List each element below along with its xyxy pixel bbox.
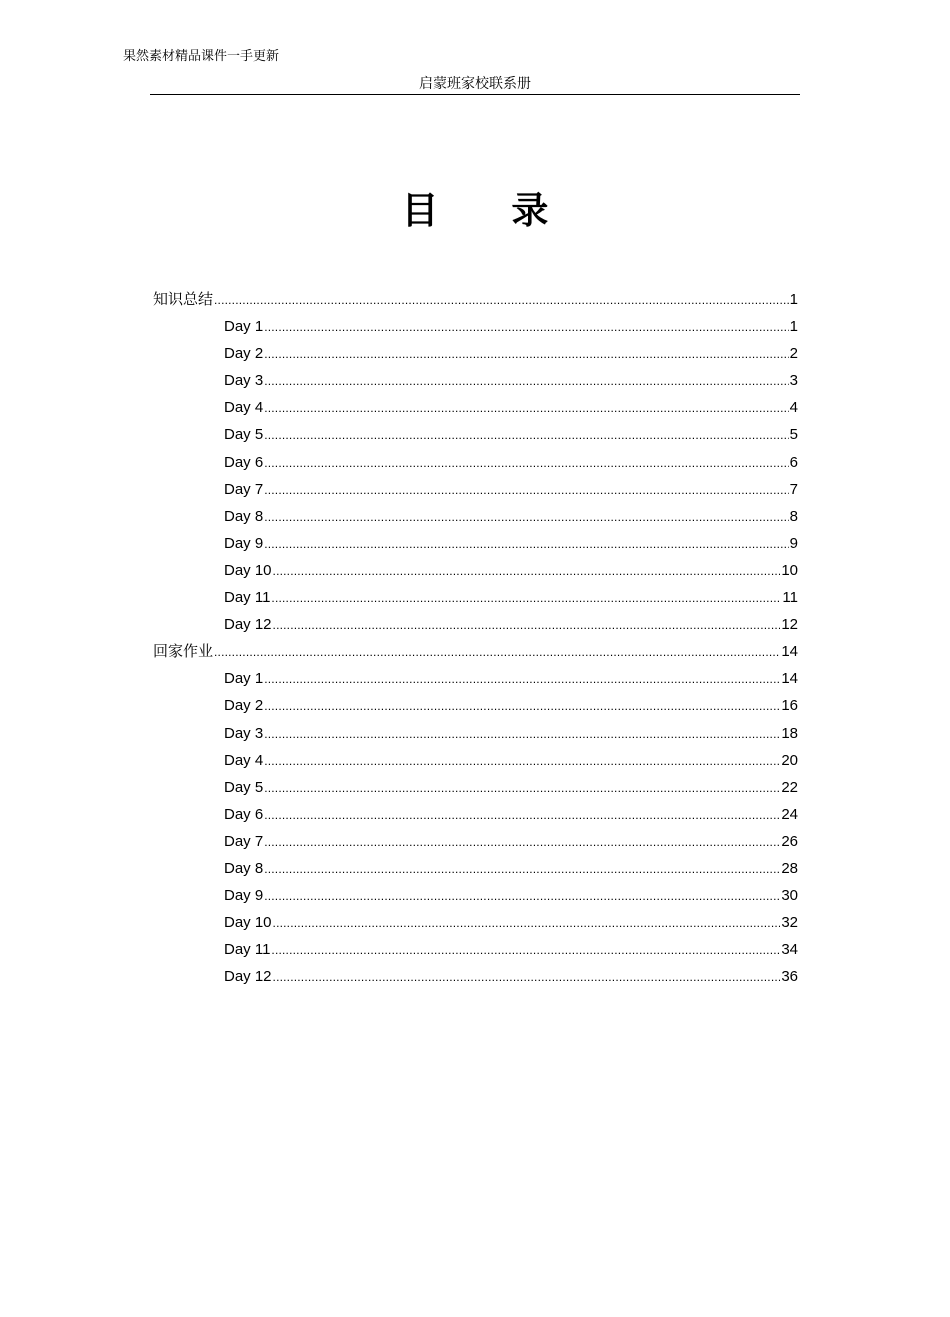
toc-page-number: 2 bbox=[789, 345, 798, 363]
toc-item-label: Day 2 bbox=[224, 697, 264, 715]
toc-item-entry[interactable] bbox=[153, 313, 798, 340]
toc-item-label: Day 7 bbox=[224, 832, 264, 850]
toc-item-entry[interactable] bbox=[153, 882, 798, 909]
toc-dot-leader bbox=[264, 693, 780, 720]
toc-item-entry[interactable] bbox=[153, 774, 798, 801]
toc-item-label: Day 1 bbox=[224, 318, 264, 336]
watermark-text: 果然素材精品课件一手更新 bbox=[123, 49, 280, 64]
toc-page-number: 36 bbox=[781, 968, 798, 986]
toc-section-entry[interactable] bbox=[153, 286, 798, 313]
toc-item-entry[interactable] bbox=[153, 557, 798, 584]
toc-section-label: 知识总结 bbox=[153, 290, 214, 308]
toc-page-number: 10 bbox=[781, 561, 798, 579]
toc-page-number: 30 bbox=[781, 887, 798, 905]
toc-dot-leader bbox=[264, 504, 788, 531]
toc-item-label: Day 3 bbox=[224, 372, 264, 390]
toc-page-number: 11 bbox=[782, 589, 798, 607]
toc-dot-leader bbox=[264, 829, 780, 856]
toc-page-number: 12 bbox=[781, 616, 798, 634]
toc-page-number: 20 bbox=[781, 751, 798, 769]
toc-dot-leader bbox=[264, 314, 788, 341]
toc-page-number: 18 bbox=[781, 724, 798, 742]
toc-item-entry[interactable] bbox=[153, 421, 798, 448]
toc-item-entry[interactable] bbox=[153, 449, 798, 476]
toc-page-number: 6 bbox=[789, 453, 798, 471]
toc-item-label: Day 2 bbox=[224, 345, 264, 363]
toc-dot-leader bbox=[264, 883, 780, 910]
toc-dot-leader bbox=[264, 748, 780, 775]
toc-dot-leader bbox=[273, 910, 781, 937]
toc-dot-leader bbox=[271, 937, 780, 964]
toc-item-entry[interactable] bbox=[153, 611, 798, 638]
toc-item-entry[interactable] bbox=[153, 367, 798, 394]
toc-dot-leader bbox=[273, 612, 781, 639]
toc-item-entry[interactable] bbox=[153, 936, 798, 963]
toc-page-number: 9 bbox=[789, 534, 798, 552]
toc-page-number: 4 bbox=[789, 399, 798, 417]
toc-section-entry[interactable] bbox=[153, 638, 798, 665]
toc-dot-leader bbox=[214, 287, 789, 314]
toc-item-entry[interactable] bbox=[153, 828, 798, 855]
toc-page-number: 14 bbox=[781, 670, 798, 688]
toc-dot-leader bbox=[264, 856, 780, 883]
toc-item-label: Day 9 bbox=[224, 534, 264, 552]
toc-item-label: Day 6 bbox=[224, 453, 264, 471]
toc-item-label: Day 8 bbox=[224, 507, 264, 525]
toc-section-label: 回家作业 bbox=[153, 642, 214, 661]
toc-item-entry[interactable] bbox=[153, 394, 798, 421]
toc-dot-leader bbox=[264, 477, 788, 504]
toc-item-entry[interactable] bbox=[153, 340, 798, 367]
table-of-contents bbox=[153, 286, 798, 990]
toc-item-label: Day 5 bbox=[224, 426, 264, 444]
toc-page-number: 8 bbox=[789, 507, 798, 525]
toc-item-label: Day 5 bbox=[224, 778, 264, 796]
toc-dot-leader bbox=[273, 964, 781, 991]
toc-page-number: 7 bbox=[789, 480, 798, 498]
toc-dot-leader bbox=[264, 721, 780, 748]
toc-dot-leader bbox=[264, 450, 788, 477]
toc-item-entry[interactable] bbox=[153, 503, 798, 530]
toc-page-number: 32 bbox=[781, 914, 798, 932]
toc-dot-leader bbox=[264, 802, 780, 829]
toc-page-number: 28 bbox=[781, 859, 798, 877]
toc-page-number: 16 bbox=[781, 697, 798, 715]
toc-item-label: Day 10 bbox=[224, 561, 272, 579]
toc-page-number: 26 bbox=[781, 832, 798, 850]
toc-item-label: Day 4 bbox=[224, 751, 264, 769]
toc-page-number: 1 bbox=[789, 318, 798, 336]
toc-page-number: 14 bbox=[781, 643, 798, 661]
toc-page-number: 3 bbox=[789, 372, 798, 390]
toc-dot-leader bbox=[264, 666, 780, 693]
toc-item-entry[interactable] bbox=[153, 530, 798, 557]
toc-dot-leader bbox=[264, 775, 780, 802]
toc-item-entry[interactable] bbox=[153, 665, 798, 692]
toc-item-label: Day 11 bbox=[224, 941, 271, 959]
toc-item-entry[interactable] bbox=[153, 801, 798, 828]
toc-item-label: Day 11 bbox=[224, 589, 271, 607]
toc-dot-leader bbox=[264, 341, 788, 368]
toc-dot-leader bbox=[214, 639, 780, 666]
toc-item-label: Day 6 bbox=[224, 805, 264, 823]
toc-page-number: 24 bbox=[781, 805, 798, 823]
toc-item-label: Day 12 bbox=[224, 968, 272, 986]
toc-item-entry[interactable] bbox=[153, 584, 798, 611]
toc-item-label: Day 3 bbox=[224, 724, 264, 742]
toc-item-entry[interactable] bbox=[153, 855, 798, 882]
toc-page-number: 34 bbox=[781, 941, 798, 959]
toc-page-number: 1 bbox=[789, 291, 798, 308]
toc-dot-leader bbox=[273, 558, 781, 585]
toc-item-label: Day 7 bbox=[224, 480, 264, 498]
header-divider bbox=[150, 94, 800, 95]
toc-page-number: 5 bbox=[789, 426, 798, 444]
toc-dot-leader bbox=[264, 368, 788, 395]
page-title: 目 录 bbox=[401, 189, 579, 232]
toc-item-label: Day 4 bbox=[224, 399, 264, 417]
toc-item-entry[interactable] bbox=[153, 476, 798, 503]
toc-item-entry[interactable] bbox=[153, 747, 798, 774]
toc-item-entry[interactable] bbox=[153, 720, 798, 747]
toc-item-label: Day 1 bbox=[224, 670, 264, 688]
toc-dot-leader bbox=[264, 395, 788, 422]
toc-item-entry[interactable] bbox=[153, 692, 798, 719]
toc-item-label: Day 12 bbox=[224, 616, 272, 634]
toc-item-label: Day 8 bbox=[224, 859, 264, 877]
toc-dot-leader bbox=[271, 585, 781, 612]
toc-item-entry[interactable] bbox=[153, 963, 798, 990]
toc-item-label: Day 9 bbox=[224, 887, 264, 905]
toc-item-entry[interactable] bbox=[153, 909, 798, 936]
toc-page-number: 22 bbox=[781, 778, 798, 796]
toc-item-label: Day 10 bbox=[224, 914, 272, 932]
running-header: 启蒙班家校联系册 bbox=[419, 76, 531, 92]
toc-dot-leader bbox=[264, 422, 788, 449]
toc-dot-leader bbox=[264, 531, 788, 558]
